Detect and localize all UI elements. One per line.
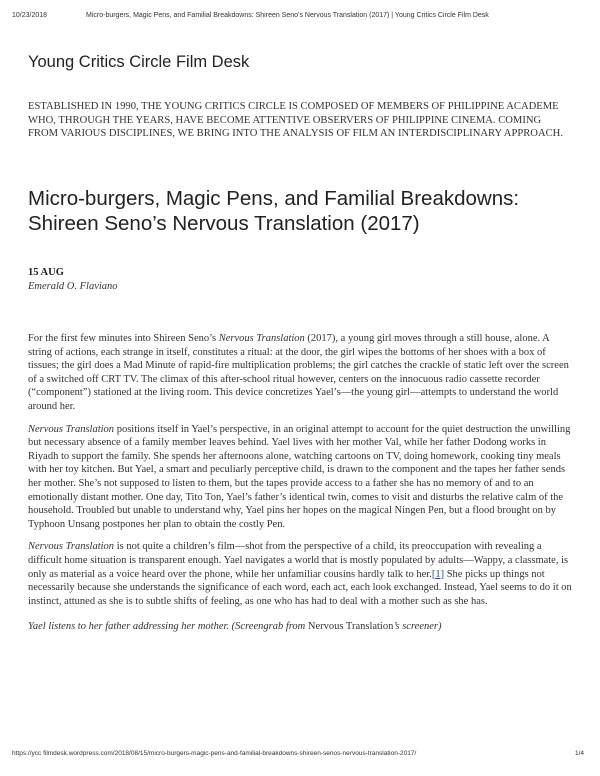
post-title: Micro-burgers, Magic Pens, and Familial Breakdowns: Shireen Seno’s Nervous Translation (2017) <box>28 187 520 235</box>
footnote-link[interactable]: [1] <box>431 568 445 580</box>
article-paragraph-3 <box>28 540 574 608</box>
post-date: 15 AUG <box>28 267 64 278</box>
image-caption <box>28 620 574 634</box>
article-body <box>28 332 574 643</box>
post-author[interactable]: Emerald O. Flaviano <box>28 281 118 292</box>
p2-text-b: positions itself in Yael’s perspective, in an original attempt to account for the quiet destruction the unwilling but necessary absence of a family member leaves behind. Yael lives with her mother Val, while her father Dodong works in Riyadh to support the family. She spends her afternoons alone, watching cartoons on TV, doing homework, cooking tiny meals with her toy kitchen. But Yael, a smart and peculiarly perceptive child, is drawn to the component and the tapes her father sends her mother. She’s not supposed to listen to them, but the tapes provide access to a father she has no memory of and to an emotionally distant mother. One day, Tito Ton, Yael’s father’s identical twin, comes to visit and disturbs the relative calm of the household. Troubled but unable to understand why, Yael pins her hopes on the magical Ningen Pen, but a flood brought on by Typhoon Unsang postpones her plan to obtain the costly Pen. <box>28 423 571 530</box>
print-page-number: 1/4 <box>574 750 584 757</box>
site-title[interactable]: Young Critics Circle Film Desk <box>28 53 250 71</box>
site-tagline: ESTABLISHED IN 1990, THE YOUNG CRITICS CIRCLE IS COMPOSED OF MEMBERS OF PHILIPPINE ACADEME WHO, THROUGH THE YEARS, HAVE BECOME ATTENTIVE OBSERVERS OF PHILIPPINE CINEMA. COMING FROM VARIOUS DISCIPLINES, WE BRING INTO THE ANALYSIS OF FILM AN INTERDISCIPLINARY APPROACH. <box>28 101 563 139</box>
caption-text-b: ’s screener) <box>393 621 442 633</box>
print-url: https://ycc filmdesk.wordpress.com/2018/08/15/micro-burgers-magic-pens-and-familial-breakdowns-shireen-senos-nervous-translation-2017/ <box>12 750 417 757</box>
p1-text-a: For the first few minutes into Shireen Seno’s <box>28 333 219 344</box>
p3-text-c: She picks up things not necessarily because she understands the significance of each word, each act, each look exchanged. Instead, Yael seems to do it on instinct, attuned as she is to subtle shifts of feeling, as one who has had to deal with a mother such as she has. <box>28 568 572 607</box>
article-paragraph-1 <box>28 332 574 414</box>
p1-film-title: Nervous Translation <box>218 333 305 344</box>
caption-film-title: Nervous Translation <box>307 621 394 633</box>
p3-text-b: is not quite a children’s film—shot from the perspective of a child, its preoccupation with revealing a difficult home situation is transparent enough. Yael navigates a world that is mostly populated by adults—Wappy, a classmate, is only as material as a voice heard over the phone, while her unfamiliar cousins hardly talk to her. <box>28 541 569 580</box>
print-date: 10/23/2018 <box>12 12 48 19</box>
print-page-title: Micro-burgers, Magic Pens, and Familial Breakdowns: Shireen Seno’s Nervous Translation (2017) | Young Critics Circle Film Desk <box>86 12 489 19</box>
p1-text-b: (2017), a young girl moves through a still house, alone. A string of actions, each strange in itself, constitutes a ritual: at the door, the girl wipes the bottoms of her shoes with a box of tissues; the girl does a Mad Minute of rapid-fire multiplication problems; the girl catches the crackle of static left over the screen of a switched off CRT TV. The climax of this after-school ritual however, centers on the innocuous radio cassette recorder (“component”) stationed at the living room. This device concretizes Yael’s—the young girl—attempts to understand the world around her. <box>28 333 569 412</box>
article-paragraph-2 <box>28 423 574 532</box>
p3-film-title: Nervous Translation <box>28 541 115 553</box>
caption-text-a: Yael listens to her father addressing her mother. (Screengrab from <box>28 621 308 633</box>
p2-film-title: Nervous Translation <box>28 423 115 435</box>
